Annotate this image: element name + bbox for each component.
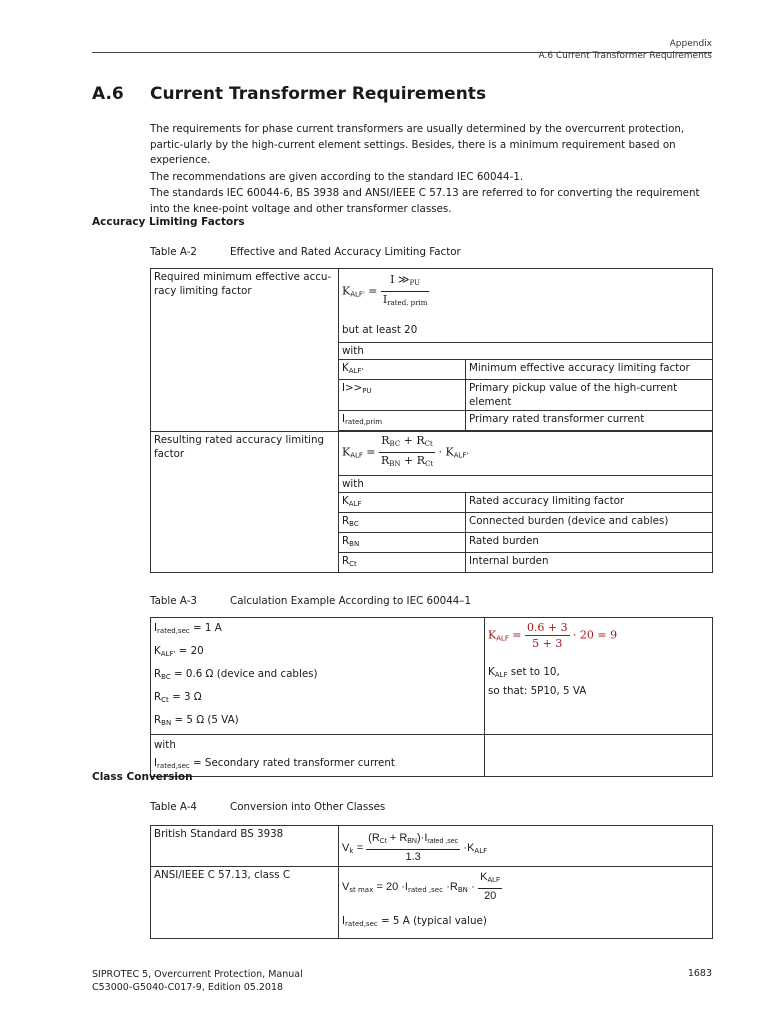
- definition-cell: Minimum effective accuracy limiting factor: [466, 360, 713, 380]
- symbol-cell: $I_{rated,prim}$: [339, 411, 466, 431]
- table-a2-caption: [150, 246, 461, 258]
- table-a4-caption: [150, 801, 386, 813]
- footer-title: SIPROTEC 5, Overcurrent Protection, Manual: [92, 969, 303, 980]
- formula-cell: [339, 432, 713, 476]
- row-label: Required minimum effective accu-racy limiting factor: [151, 269, 339, 432]
- definition-cell: Primary pickup value of the high-current element: [466, 380, 713, 411]
- caption-number: Table A-3: [150, 595, 197, 607]
- given-values: [151, 618, 485, 735]
- definition-cell: Rated accuracy limiting factor: [466, 493, 713, 513]
- symbol-cell: $K_{ALF}$: [339, 493, 466, 513]
- section-title: Current Transformer Requirements: [150, 84, 487, 104]
- caption-title: Effective and Rated Accuracy Limiting Factor: [230, 246, 461, 258]
- symbol-cell: $R_{BN}$: [339, 533, 466, 553]
- with-label: with: [154, 739, 176, 751]
- with-definition: [151, 735, 485, 777]
- caption-title: Calculation Example According to IEC 60044–1: [230, 595, 472, 607]
- row-label: ANSI/IEEE C 57.13, class C: [151, 867, 339, 939]
- table-a4: [150, 825, 713, 939]
- with-label: with: [339, 476, 713, 493]
- result-line: $K_{ALF}$ set to 10,: [488, 666, 560, 679]
- footer-edition: C53000-G5040-C017-9, Edition 05.2018: [92, 982, 284, 993]
- section-number: A.6: [92, 84, 124, 104]
- table-a2: [150, 268, 713, 573]
- formula-cell: [339, 867, 713, 939]
- intro-text: [150, 122, 718, 218]
- table-a3: [150, 617, 713, 777]
- caption-title: Conversion into Other Classes: [230, 801, 386, 813]
- symbol-cell: $I>>_{PU}$: [339, 380, 466, 411]
- definition-cell: Internal burden: [466, 553, 713, 573]
- formula-cell: [339, 826, 713, 867]
- subheading-class-conversion: Class Conversion: [92, 771, 193, 783]
- typical-value-note: $I_{rated,sec} = 5$ A (typical value): [342, 915, 487, 928]
- given-line: $I_{rated,sec} = 1$ A: [154, 622, 222, 635]
- given-line: $K_{ALF'} = 20$: [154, 645, 204, 658]
- formula-kalf-rated: $K_{ALF}$ = $\frac{R_{BC} + R_{Ct}}{R_{BN} + R_{Ct}}$ · $K_{ALF'}$: [342, 434, 469, 468]
- caption-number: Table A-2: [150, 246, 197, 258]
- given-line: $R_{Ct} = 3$ Ω: [154, 691, 202, 704]
- intro-paragraph: The recommendations are given according to the standard IEC 60044-1.: [150, 170, 524, 183]
- intro-paragraph: The standards IEC 60044-6, BS 3938 and ANSI/IEEE C 57.13 are referred to for converting the requirement into the knee-point voltage and other transformer classes.: [150, 187, 700, 215]
- with-label: with: [339, 343, 713, 360]
- result-class: so that: 5P10, 5 VA: [488, 685, 587, 697]
- definition-cell: Rated burden: [466, 533, 713, 553]
- empty-cell: [485, 735, 713, 777]
- definition-line: $I_{rated,sec}$ = Secondary rated transformer current: [154, 757, 395, 770]
- formula-kalf-eff: $K_{ALF'}$ = $\frac{I ≫_{PU}}{I_{rated, prim}}$: [342, 273, 428, 307]
- caption-number: Table A-4: [150, 801, 197, 813]
- table-a3-caption: [150, 595, 472, 607]
- header-section: A.6 Current Transformer Requirements: [538, 51, 712, 61]
- definition-cell: Connected burden (device and cables): [466, 513, 713, 533]
- at-least-note: but at least 20: [342, 324, 418, 336]
- result-cell: [485, 618, 713, 735]
- subheading-accuracy: Accuracy Limiting Factors: [92, 216, 245, 228]
- header-rule: [92, 52, 712, 53]
- formula-example: $K_{ALF}$ = $\frac{0.6 + 3}{5 + 3}$ · 20 = 9: [488, 621, 618, 650]
- formula-ansi: $V_{st max} = 20 \cdot I_{rated ,sec} \cdot R_{BN}$ · $\frac{K_{ALF}}{20}$: [342, 871, 501, 902]
- definition-cell: Primary rated transformer current: [466, 411, 713, 431]
- formula-cell: [339, 269, 713, 343]
- header-chapter: Appendix: [669, 39, 712, 49]
- formula-bs3938: $V_k$ = $\frac{(R_{Ct} + R_{BN})\cdot I_{rated ,sec}}{1.3}$ $\cdot K_{ALF}$: [342, 832, 488, 863]
- row-label: British Standard BS 3938: [151, 826, 339, 867]
- intro-paragraph: The requirements for phase current transformers are usually determined by the overcurrent protection, partic-ularly by the high-current element settings. Besides, there is a minimum requirement based on experience.: [150, 123, 685, 166]
- given-line: $R_{BC} = 0.6$ Ω (device and cables): [154, 668, 318, 681]
- row-label: Resulting rated accuracy limiting factor: [151, 432, 339, 573]
- footer-doc-info: [92, 968, 303, 994]
- symbol-cell: $R_{Ct}$: [339, 553, 466, 573]
- symbol-cell: $K_{ALF'}$: [339, 360, 466, 380]
- given-line: $R_{BN} = 5$ Ω (5 VA): [154, 714, 239, 727]
- page-number: 1683: [687, 968, 712, 979]
- symbol-cell: $R_{BC}$: [339, 513, 466, 533]
